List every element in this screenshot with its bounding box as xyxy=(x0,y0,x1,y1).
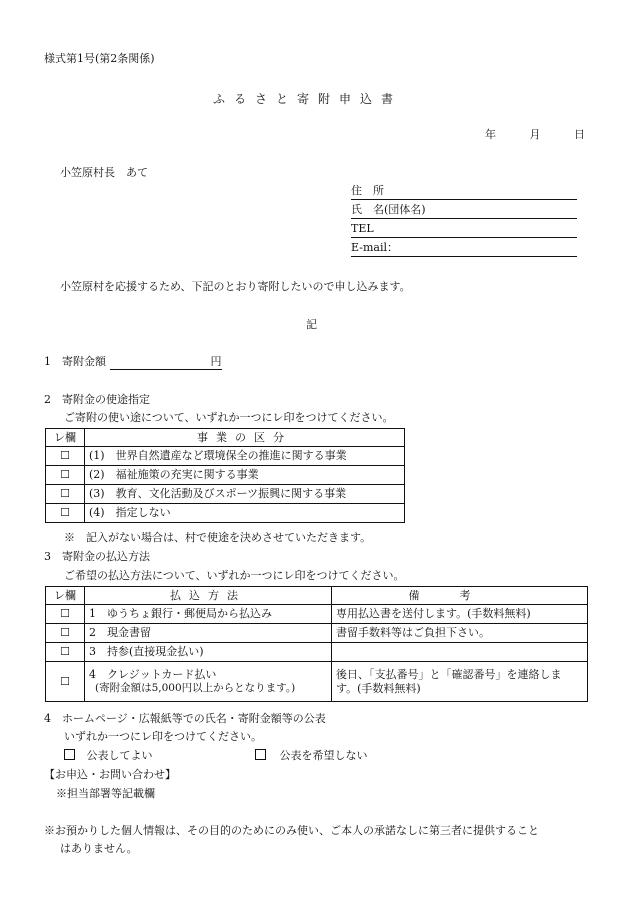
payment-remarks-3 xyxy=(332,643,588,662)
usage-checkbox-1[interactable]: ☐ xyxy=(46,447,85,466)
usage-option-2: (2) 福祉施策の充実に関する事業 xyxy=(85,466,405,485)
section2-instruction: ご寄附の使い途について、いずれか一つにレ印をつけてください。 xyxy=(64,411,394,424)
usage-checkbox-2[interactable]: ☐ xyxy=(46,466,85,485)
payment-method-4: 4 クレジットカード払い (寄附金額は5,000円以上からとなります。) xyxy=(85,662,332,702)
payment-method-1: 1 ゆうちょ銀行・郵便局から払込み xyxy=(85,605,332,624)
payment-checkbox-3[interactable]: ☐ xyxy=(46,643,85,662)
usage-table xyxy=(45,428,405,523)
address-field[interactable]: 住 所 xyxy=(351,184,577,200)
table-row xyxy=(46,662,588,702)
table-header-row xyxy=(46,587,588,605)
col-check-header: レ欄 xyxy=(46,587,85,605)
payment-remarks-1: 専用払込書を送付します。(手数料無料) xyxy=(332,605,588,624)
email-field[interactable]: E-mail： xyxy=(351,241,577,257)
publish-yes-checkbox[interactable] xyxy=(64,749,75,760)
section2-note: ※ 記入がない場合は、村で使途を決めさせていただきます。 xyxy=(64,531,372,544)
payment-method-4-note: (寄附金額は5,000円以上からとなります。) xyxy=(95,681,296,694)
donation-amount-line: 1 寄附金額 円 xyxy=(44,355,222,368)
date-day: 日 xyxy=(574,128,585,141)
privacy-notice-line2: はありません。 xyxy=(60,842,138,855)
section4-heading: 4 ホームページ・広報紙等での氏名・寄附金額等の公表 xyxy=(44,712,326,725)
usage-checkbox-4[interactable]: ☐ xyxy=(46,504,85,523)
date-year: 年 xyxy=(485,128,496,141)
payment-remarks-4: 後日、「支払番号」と「確認番号」を連絡しま す。(手数料無料) xyxy=(332,662,588,702)
table-row xyxy=(46,485,405,504)
table-row xyxy=(46,624,588,643)
table-header-row xyxy=(46,429,405,447)
addressee: 小笠原村長 あて xyxy=(60,166,148,179)
payment-checkbox-2[interactable]: ☐ xyxy=(46,624,85,643)
contact-body: ※担当部署等記載欄 xyxy=(56,787,155,800)
publish-no-option[interactable]: 公表を希望しない xyxy=(255,749,368,763)
table-row xyxy=(46,643,588,662)
col-category-header: 事業の区分 xyxy=(85,429,405,447)
date-month: 月 xyxy=(529,128,541,141)
col-check-header: レ欄 xyxy=(46,429,85,447)
tel-field[interactable]: TEL xyxy=(351,222,577,238)
col-method-header: 払込方法 xyxy=(85,587,332,605)
donation-amount-field[interactable]: 円 xyxy=(110,355,222,370)
usage-checkbox-3[interactable]: ☐ xyxy=(46,485,85,504)
payment-checkbox-1[interactable]: ☐ xyxy=(46,605,85,624)
table-row xyxy=(46,605,588,624)
section4-instruction: いずれか一つにレ印をつけてください。 xyxy=(64,730,262,743)
privacy-notice-line1: ※お預かりした個人情報は、その目的のためにのみ使い、ご本人の承諾なしに第三者に提供すること xyxy=(44,824,539,837)
section3-heading: 3 寄附金の払込方法 xyxy=(44,550,150,563)
table-row xyxy=(46,466,405,485)
payment-method-3: 3 持参(直接現金払い) xyxy=(85,643,332,662)
form-number: 様式第1号(第2条関係) xyxy=(44,52,155,65)
col-remarks-header: 備考 xyxy=(332,587,588,605)
name-field[interactable]: 氏 名(団体名) xyxy=(351,203,577,219)
table-row xyxy=(46,504,405,523)
usage-option-1: (1) 世界自然遺産など環境保全の推進に関する事業 xyxy=(85,447,405,466)
payment-table xyxy=(45,586,588,702)
section2-heading: 2 寄附金の使途指定 xyxy=(44,393,150,406)
section3-instruction: ご希望の払込方法について、いずれか一つにレ印をつけてください。 xyxy=(64,569,405,582)
ki-heading: 記 xyxy=(306,318,317,331)
payment-method-2: 2 現金書留 xyxy=(85,624,332,643)
usage-option-4: (4) 指定しない xyxy=(85,504,405,523)
publish-yes-option[interactable]: 公表してよい xyxy=(64,749,153,763)
usage-option-3: (3) 教育、文化活動及びスポーツ振興に関する事業 xyxy=(85,485,405,504)
date-line xyxy=(485,128,585,142)
payment-checkbox-4[interactable]: ☐ xyxy=(46,662,85,702)
table-row xyxy=(46,447,405,466)
document-title: ふるさと寄附申込書 xyxy=(213,92,403,106)
contact-heading: 【お申込・お問い合わせ】 xyxy=(44,768,176,781)
payment-remarks-2: 書留手数料等はご負担下さい。 xyxy=(332,624,588,643)
publish-no-checkbox[interactable] xyxy=(255,749,266,760)
intro-text: 小笠原村を応援するため、下記のとおり寄附したいので申し込みます。 xyxy=(60,280,411,293)
